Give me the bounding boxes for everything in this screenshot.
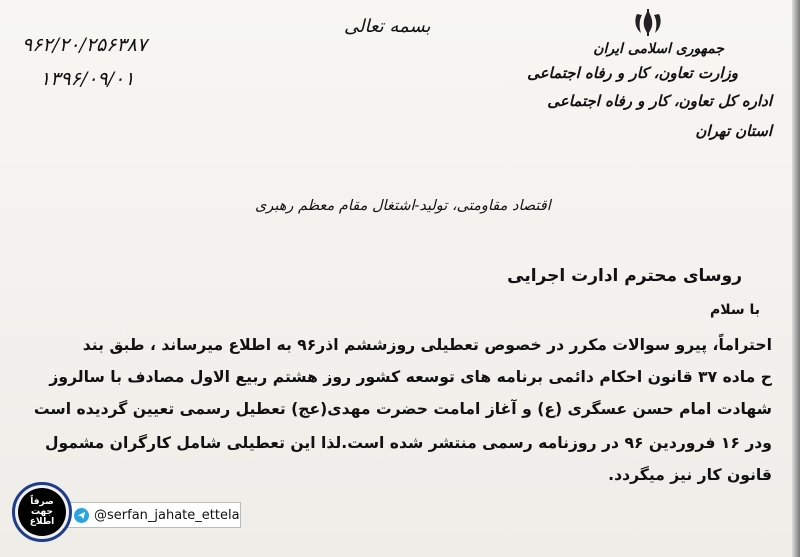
paragraph-line-5: قانون کار نیز میگردد. [608,466,772,484]
watermark-handle-badge [65,502,241,528]
slogan: اقتصاد مقاومتی، تولید-اشتغال مقام معظم رهبری [255,198,551,214]
telegram-icon [74,508,89,523]
ministry-line-3: اداره کل تعاون، کار و رفاه اجتماعی استان تهران [547,92,772,140]
reference-number: ۹۶۲/۲۰/۲۵۶۳۸۷ [22,34,148,56]
basmala: بسمه تعالی [344,16,431,37]
greeting: با سلام [709,302,760,318]
watermark-logo [12,482,72,542]
paragraph-line-1: احتراماً، پیرو سوالات مکرر در خصوص تعطیلی روزششم اذر۹۶ به اطلاع میرساند ، طبق بند [82,336,772,354]
paragraph-line-3: شهادت امام حسن عسگری (ع) و آغاز امامت حضرت مهدی(عج) تعطیل رسمی تعیین گردیده است [33,400,772,418]
ministry-line-1: جمهوری اسلامی ایران [593,41,724,57]
watermark-handle: @serfan_jahate_ettela [94,507,240,523]
paragraph-line-4: ودر ۱۶ فروردین ۹۶ در روزنامه رسمی منتشر شده است.لذا این تعطیلی شامل کارگران مشمول [44,434,772,452]
letter-date: ۱۳۹۶/۰۹/۰۱ [40,68,135,90]
watermark-logo-text: صرفاً جهت اطلاع [18,488,66,536]
reference-block [22,28,147,96]
ministry-line-2: وزارت تعاون، کار و رفاه اجتماعی [527,64,738,82]
iran-emblem-icon [631,8,665,38]
ministry-header [522,38,772,146]
paragraph-line-2: ح ماده ۳۷ قانون احکام دائمی برنامه های توسعه کشور روز هشتم ربیع الاول مصادف با سالروز [49,368,772,386]
addressee: روسای محترم ادارت اجرایی [507,266,742,286]
page-edge-shadow [792,0,800,557]
